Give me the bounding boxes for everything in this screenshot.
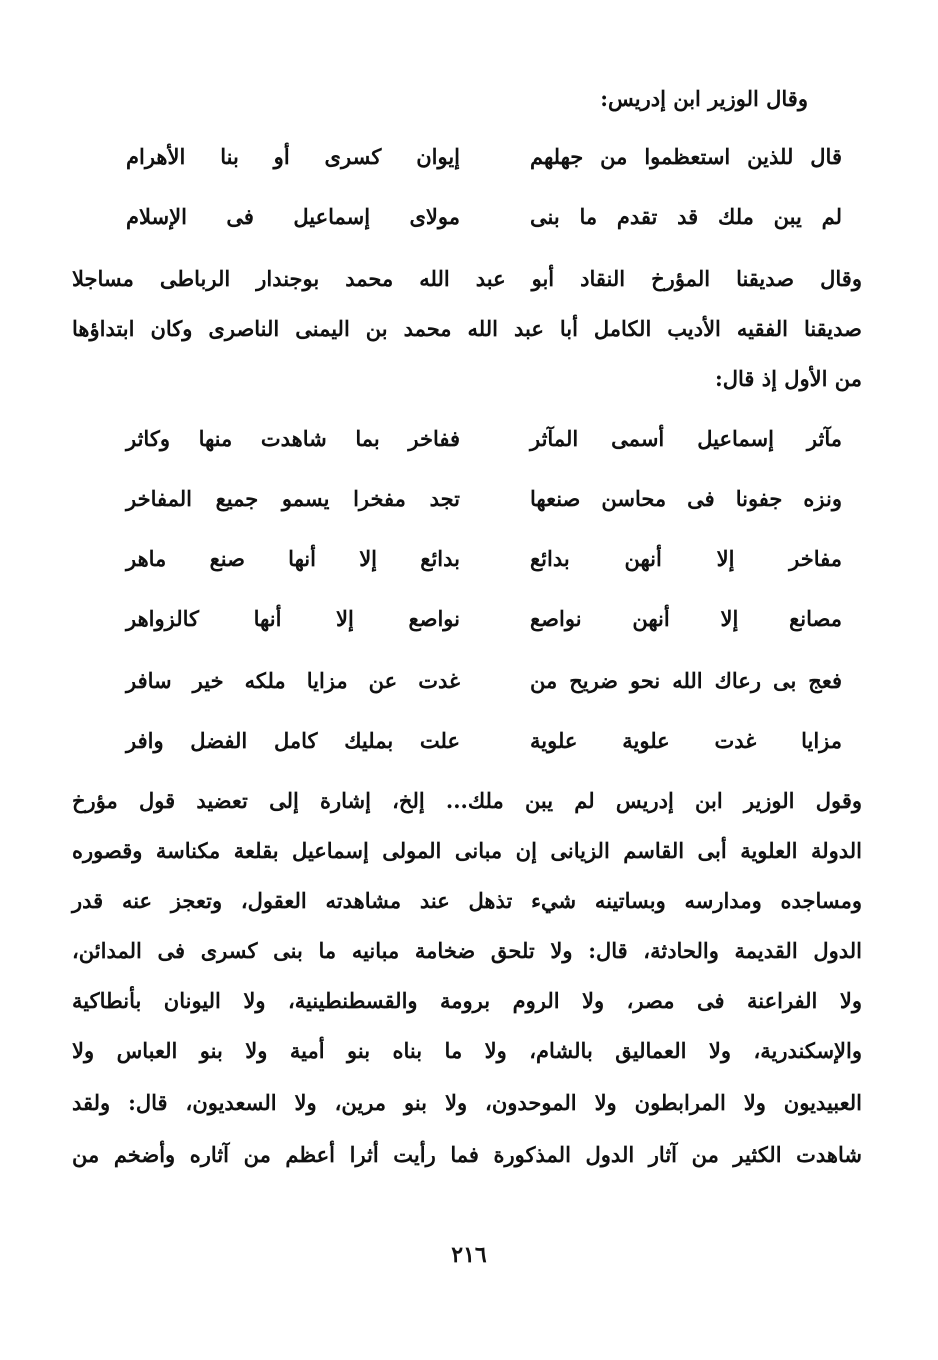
para2-line5: ولا الفراعنة فى مصر، ولا الروم برومة والقسطنطينية، ولا اليونان بأنطاكية: [72, 988, 862, 1013]
poem2-verse5-second: غدت عن مزايا ملكه خير سافر: [126, 668, 460, 693]
page-number: ٢١٦: [451, 1242, 487, 1268]
poem2-verse2-second: تجد مفخرا يسمو جميع المفاخر: [126, 486, 460, 511]
para1-line3: من الأول إذ قال:: [714, 366, 862, 391]
para1-line2: صديقنا الفقيه الأديب الكامل أبا عبد الله محمد بن اليمنى الناصرى وكان ابتداؤها: [72, 316, 862, 341]
para2-line7: العبيديون ولا المرابطون ولا الموحدون، ولا بنو مرين، ولا السعديون، قال: ولقد: [72, 1090, 862, 1115]
para1-line1: وقال صديقنا المؤرخ النقاد أبو عبد الله محمد بوجندار الرباطى مساجلا: [72, 266, 862, 291]
poem2-verse4-first: مصانع إلا أنهن نواصع: [530, 606, 842, 631]
poem2-verse6-first: مزايا غدت علوية علوية: [530, 728, 842, 753]
poem2-verse5-first: فعج بى رعاك الله نحو ضريح من: [530, 668, 842, 693]
poem2-verse1-first: مآثر إسماعيل أسمى المآثر: [530, 426, 842, 451]
poem1-verse1-second: إيوان كسرى أو بنا الأهرام: [126, 144, 460, 169]
para2-line4: الدول القديمة والحادثة، قال: ولا تلحق ضخامة مبانيه ما بنى كسرى فى المدائن،: [72, 938, 862, 963]
poem2-verse2-first: ونزه جفونا فى محاسن صنعها: [530, 486, 842, 511]
poem2-verse1-second: ففاخر بما شاهدت منها وكاثر: [126, 426, 460, 451]
para2-line1: وقول الوزير ابن إدريس لم يبن ملك... إلخ، إشارة إلى تعضيد قول مؤرخ: [72, 788, 862, 813]
para2-line8: شاهدت الكثير من آثار الدول المذكورة فما رأيت أثرا أعظم من آثاره وأضخم من: [72, 1142, 862, 1167]
para2-line2: الدولة العلوية أبى القاسم الزيانى إن مبانى المولى إسماعيل بقلعة مكناسة وقصوره: [72, 838, 862, 863]
poem1-verse1-first: قال للذين استعظموا من جهلهم: [530, 144, 842, 169]
intro-line: وقال الوزير ابن إدريس:: [600, 86, 808, 111]
poem2-verse4-second: نواصع إلا أنها كالزواهر: [126, 606, 460, 631]
para2-line3: ومساجده ومدارسه وبساتينه شيء تذهل عند مشاهدته العقول، وتعجز عنه قدر: [72, 888, 862, 913]
poem1-verse2-first: لم يبن ملك قد تقدم ما بنى: [530, 204, 842, 229]
poem2-verse3-first: مفاخر إلا أنهن بدائع: [530, 546, 842, 571]
poem2-verse3-second: بدائع إلا أنها صنع ماهر: [126, 546, 460, 571]
poem2-verse6-second: علت بمليك كامل الفضل وافر: [126, 728, 460, 753]
poem1-verse2-second: مولاى إسماعيل فى الإسلام: [126, 204, 460, 229]
para2-line6: والإسكندرية، ولا العماليق بالشام، ولا ما بناه بنو أمية ولا بنو العباس ولا: [72, 1038, 862, 1063]
